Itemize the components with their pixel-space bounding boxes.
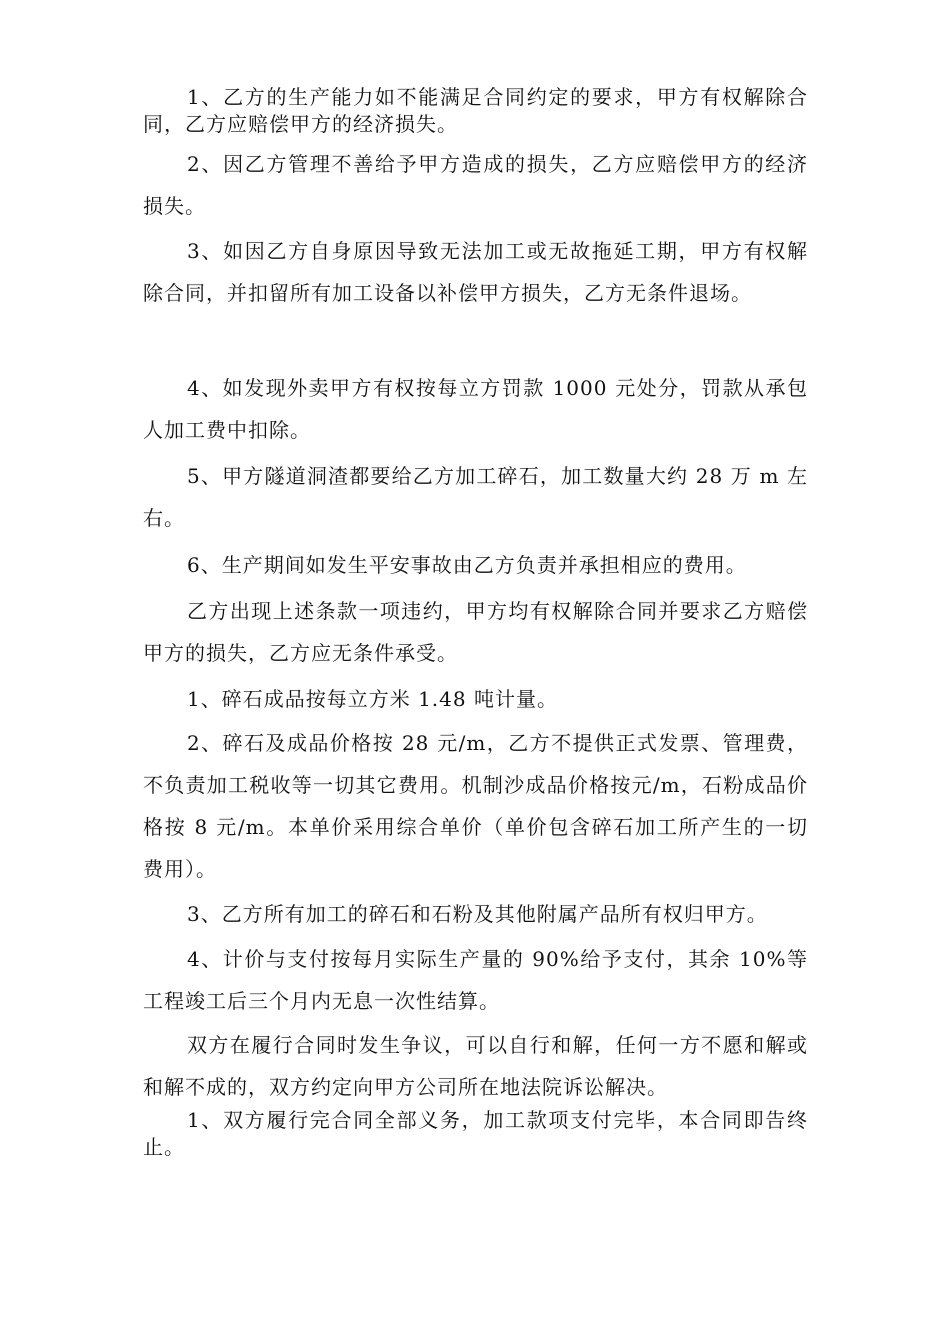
clause-paragraph: 4、如发现外卖甲方有权按每立方罚款 1000 元处分，罚款从承包人加工费中扣除。 [143,376,808,442]
clause-paragraph: 2、因乙方管理不善给予甲方造成的损失，乙方应赔偿甲方的经济损失。 [143,152,808,218]
clause-paragraph: 2、碎石及成品价格按 28 元/m，乙方不提供正式发票、管理费，不负责加工税收等一切其它费用。机制沙成品价格按元/m，石粉成品价格按 8 元/m。本单价采用综合单价（单价包含碎石加工所产生的一切费用）。 [143,731,808,881]
clause-paragraph: 3、乙方所有加工的碎石和石粉及其他附属产品所有权归甲方。 [187,902,768,926]
clause-paragraph: 5、甲方隧道洞渣都要给乙方加工碎石，加工数量大约 28 万 m 左右。 [143,464,808,530]
clause-paragraph: 1、乙方的生产能力如不能满足合同约定的要求，甲方有权解除合同，乙方应赔偿甲方的经济损失。 [143,85,808,136]
clause-paragraph: 双方在履行合同时发生争议，可以自行和解，任何一方不愿和解或和解不成的，双方约定向甲方公司所在地法院诉讼解决。 [143,1033,808,1099]
clause-paragraph: 乙方出现上述条款一项违约，甲方均有权解除合同并要求乙方赔偿甲方的损失，乙方应无条件承受。 [143,599,808,665]
clause-paragraph: 1、碎石成品按每立方米 1.48 吨计量。 [187,687,558,711]
clause-paragraph: 6、生产期间如发生平安事故由乙方负责并承担相应的费用。 [187,553,747,577]
clause-paragraph: 1、双方履行完合同全部义务，加工款项支付完毕，本合同即告终止。 [143,1108,808,1159]
clause-paragraph: 3、如因乙方自身原因导致无法加工或无故拖延工期，甲方有权解除合同，并扣留所有加工设备以补偿甲方损失，乙方无条件退场。 [143,239,808,305]
clause-paragraph: 4、计价与支付按每月实际生产量的 90%给予支付，其余 10%等工程竣工后三个月内无息一次性结算。 [143,947,808,1013]
